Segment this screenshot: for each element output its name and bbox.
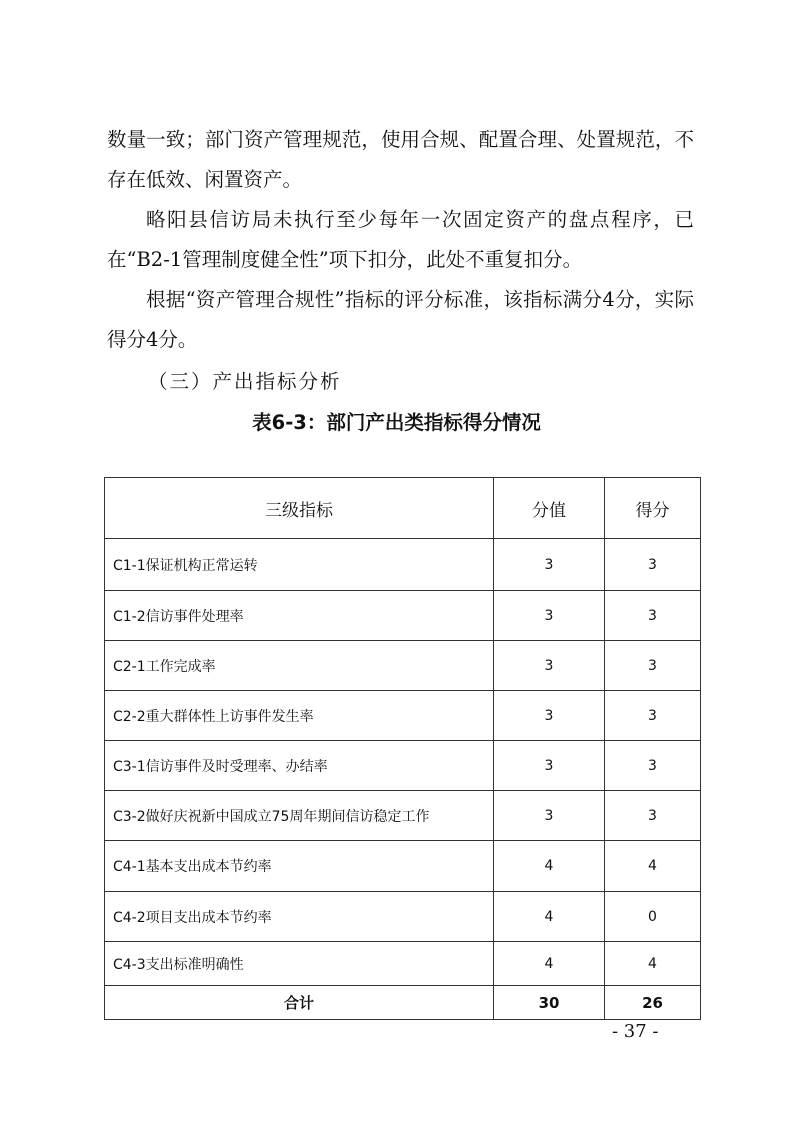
paragraph: 根据“资产管理合规性”指标的评分标准，该指标满分4分，实际得分4分。 bbox=[107, 288, 694, 351]
score-cell: 4 bbox=[605, 942, 701, 986]
indicator-cell: C3-1信访事件及时受理率、办结率 bbox=[105, 741, 494, 791]
score-cell: 4 bbox=[605, 841, 701, 892]
score-table bbox=[104, 477, 701, 1020]
table-row bbox=[105, 741, 701, 791]
indicator-cell: C1-2信访事件处理率 bbox=[105, 591, 494, 641]
value-cell: 3 bbox=[494, 741, 605, 791]
paragraph: 数量一致；部门资产管理规范，使用合规、配置合理、处置规范，不存在低效、闲置资产。 bbox=[107, 128, 694, 191]
table-row bbox=[105, 591, 701, 641]
score-cell: 0 bbox=[605, 892, 701, 942]
total-label: 合计 bbox=[105, 986, 494, 1020]
score-cell: 3 bbox=[605, 591, 701, 641]
table-row bbox=[105, 641, 701, 691]
value-cell: 3 bbox=[494, 591, 605, 641]
value-cell: 3 bbox=[494, 691, 605, 741]
table-row bbox=[105, 841, 701, 892]
section-heading: （三）产出指标分析 bbox=[148, 370, 342, 393]
header-score: 得分 bbox=[605, 478, 701, 539]
header-value: 分值 bbox=[494, 478, 605, 539]
body-text bbox=[107, 120, 694, 360]
value-cell: 3 bbox=[494, 539, 605, 591]
value-cell: 4 bbox=[494, 841, 605, 892]
indicator-cell: C4-1基本支出成本节约率 bbox=[105, 841, 494, 892]
table-row bbox=[105, 691, 701, 741]
score-cell: 3 bbox=[605, 641, 701, 691]
value-cell: 4 bbox=[494, 892, 605, 942]
indicator-cell: C1-1保证机构正常运转 bbox=[105, 539, 494, 591]
paragraph: 略阳县信访局未执行至少每年一次固定资产的盘点程序，已在“B2-1管理制度健全性”项下扣分，此处不重复扣分。 bbox=[107, 208, 694, 271]
score-cell: 3 bbox=[605, 791, 701, 841]
header-indicator: 三级指标 bbox=[105, 478, 494, 539]
indicator-cell: C2-1工作完成率 bbox=[105, 641, 494, 691]
indicator-cell: C4-3支出标准明确性 bbox=[105, 942, 494, 986]
table-row bbox=[105, 892, 701, 942]
table-row bbox=[105, 791, 701, 841]
value-cell: 3 bbox=[494, 641, 605, 691]
score-cell: 3 bbox=[605, 741, 701, 791]
indicator-cell: C3-2做好庆祝新中国成立75周年期间信访稳定工作 bbox=[105, 791, 494, 841]
value-cell: 4 bbox=[494, 942, 605, 986]
table-total-row bbox=[105, 986, 701, 1020]
score-cell: 3 bbox=[605, 539, 701, 591]
table-header-row bbox=[105, 478, 701, 539]
total-value: 30 bbox=[494, 986, 605, 1020]
value-cell: 3 bbox=[494, 791, 605, 841]
total-score: 26 bbox=[605, 986, 701, 1020]
indicator-cell: C2-2重大群体性上访事件发生率 bbox=[105, 691, 494, 741]
page-number: - 37 - bbox=[612, 1021, 659, 1042]
table-row bbox=[105, 942, 701, 986]
score-cell: 3 bbox=[605, 691, 701, 741]
indicator-cell: C4-2项目支出成本节约率 bbox=[105, 892, 494, 942]
table-caption: 表6-3：部门产出类指标得分情况 bbox=[252, 411, 541, 434]
table-row bbox=[105, 539, 701, 591]
